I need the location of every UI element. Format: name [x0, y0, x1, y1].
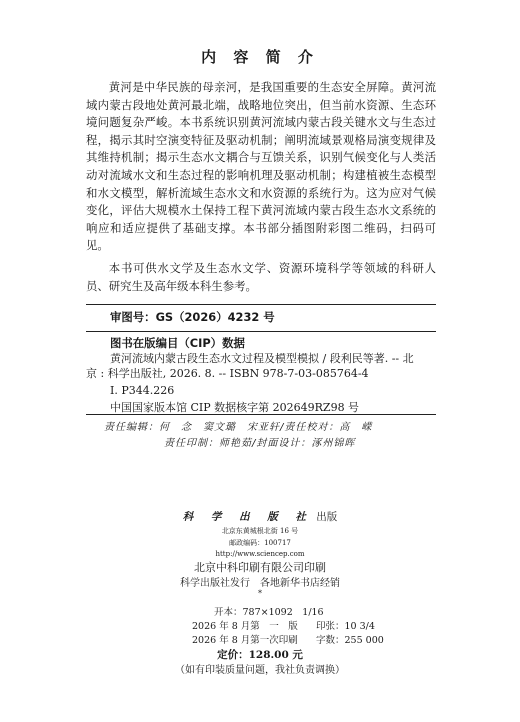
- publisher-name: 科 学 出 版 社: [182, 511, 313, 523]
- cip-line-3: I. P344.226: [110, 384, 175, 397]
- page-title: 内 容 简 介: [201, 48, 319, 66]
- edition-spec: 2026 年 8 月第 一 版: [192, 621, 298, 632]
- publisher-website: http://www.sciencep.com: [215, 550, 305, 558]
- publisher-address: 北京东黄城根北街 16 号: [221, 527, 299, 535]
- printing-spec: 2026 年 8 月第一次印刷: [192, 635, 298, 646]
- divider-bottom: [86, 414, 436, 415]
- price-line: 定价：128.00 元: [217, 649, 303, 661]
- credits-editors: 责任编辑：何 念 窦文璐 宋亚轩/责任校对：高 嵘: [104, 422, 373, 433]
- divider-top: [86, 304, 436, 305]
- printer-line: 北京中科印刷有限公司印刷: [194, 561, 326, 574]
- publisher-suffix: 出版: [316, 511, 338, 523]
- cip-line-2: 京 : 科学出版社, 2026. 8. -- ISBN 978-7-03-085764-4: [86, 367, 369, 380]
- publisher-postcode: 邮政编码：100717: [229, 539, 291, 547]
- credits-production: 责任印制：师艳茹/封面设计：涿州锦晖: [164, 438, 356, 449]
- publisher-line: [0, 509, 520, 524]
- summary-paragraph-1: 黄河是中华民族的母亲河，是我国重要的生态安全屏障。黄河流域内蒙古段地处黄河最北端，战略地位突出，但当前水资源、生态环境问题复杂严峻。本书系统识别黄河流域内蒙古段关键水文与生态过程，揭示其时空演变特征及驱动机制；阐明流域景观格局演变规律及其维持机制；揭示生态水文耦合与互馈关系，识别气候变化与人类活动对流域水文和生态过程的影响机理及驱动机制；构建植被生态模型和水文模型，解析流域生态水文和水资源的系统行为。这为应对气候变化，评估大规模水土保持工程下黄河流域内蒙古段生态水文系统的响应和适应提供了基础支撑。本书部分插图附彩图二维码，扫码可见。: [86, 80, 436, 253]
- word-count-spec: 字数：255 000: [316, 635, 384, 646]
- cip-line-4: 中国国家版本馆 CIP 数据核字第 202649RZ98 号: [110, 401, 360, 414]
- separator-star: *: [258, 589, 262, 598]
- distributor-line: 科学出版社发行 各地新华书店经销: [180, 578, 340, 589]
- cip-heading: 图书在版编目（CIP）数据: [110, 336, 245, 350]
- quality-note: （如有印装质量问题，我社负责调换）: [175, 665, 345, 676]
- format-spec: 开本：787×1092 1/16: [214, 607, 324, 618]
- summary-paragraph-2: 本书可供水文学及生态水文学、资源环境科学等领域的科研人员、研究生及高年级本科生参考。: [86, 261, 436, 293]
- cip-line-1: 黄河流域内蒙古段生态水文过程及模型模拟 / 段利民等著. -- 北: [110, 352, 414, 365]
- approval-number: 审图号：GS（2026）4232 号: [110, 310, 275, 324]
- sheets-spec: 印张：10 3/4: [316, 621, 375, 632]
- divider-middle: [86, 331, 436, 332]
